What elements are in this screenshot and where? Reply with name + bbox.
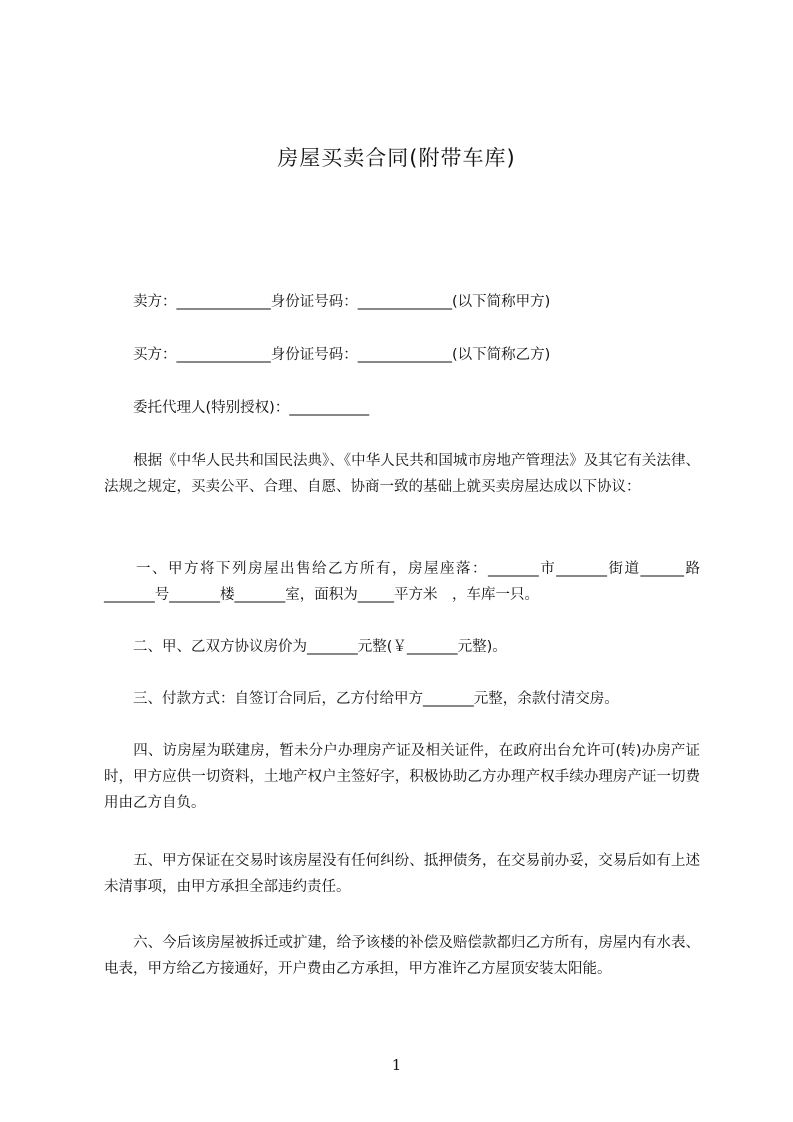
clause-4: 四、访房屋为联建房，暂未分户办理房产证及相关证件，在政府出台允许可(转)办房产证时，甲方应供一切资料，土地产权户主签好字，积极协助乙方办理产权手续办理房产证一切费用由乙方自负。 [104,743,700,811]
page-number: 1 [391,1056,402,1074]
clause-5: 五、甲方保证在交易时该房屋没有任何纠纷、抵押债务，在交易前办妥，交易后如有上述未清事项，由甲方承担全部违约责任。 [104,853,700,895]
agent-line: 委托代理人(特别授权)：___________ [104,400,370,416]
preamble-paragraph: 根据《中华人民共和国民法典》、《中华人民共和国城市房地产管理法》及其它有关法律、法规之规定，买卖公平、合理、自愿、协商一致的基础上就买卖房屋达成以下协议： [104,453,700,495]
contract-title: 房屋买卖合同(附带车库) [277,146,516,170]
buyer-line: 买方：_____________身份证号码：_____________(以下简称乙方) [104,347,551,363]
clause-6: 六、今后该房屋被拆迁或扩建，给予该楼的补偿及赔偿款都归乙方所有，房屋内有水表、电表，甲方给乙方接通好，开户费由乙方承担，甲方准许乙方屋顶安装太阳能。 [104,935,700,977]
clause-2: 二、甲、乙双方协议房价为_______元整(￥_______元整)。 [104,639,507,655]
seller-line: 卖方：_____________身份证号码：_____________(以下简称甲方) [104,294,551,310]
clause-1: 一、甲方将下列房屋出售给乙方所有，房屋座落：_______市_______街道______路_______号_______楼_______室，面积为_____平方米 ，车库一只。 [104,561,700,603]
clause-3: 三、付款方式：自签订合同后，乙方付给甲方_______元整，余款付清交房。 [104,691,619,707]
